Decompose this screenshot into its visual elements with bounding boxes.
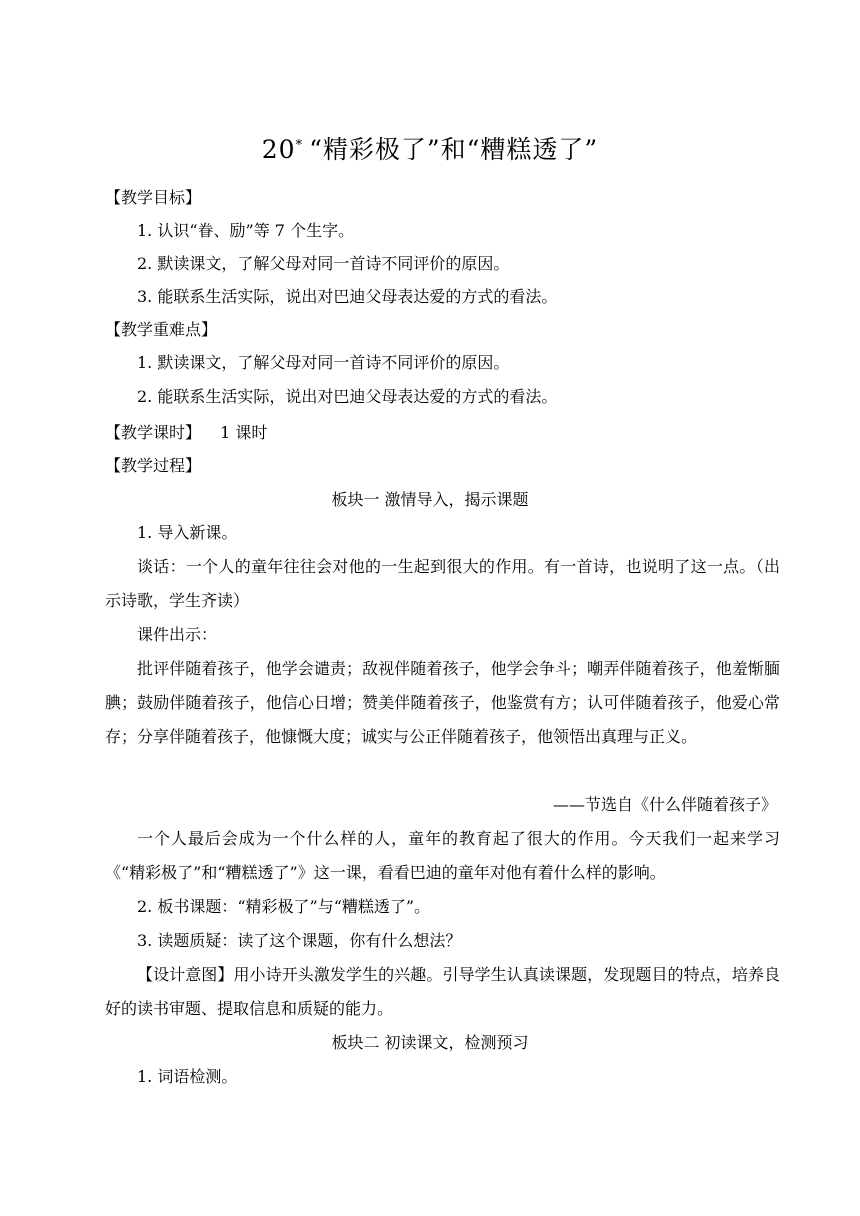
lesson-number: 20	[261, 135, 296, 164]
lesson-title-text: “精彩极了”和“糟糕透了”	[309, 135, 599, 164]
process-header: 【教学过程】	[105, 456, 202, 475]
courseware-label: 课件出示：	[137, 625, 218, 644]
block1-title: 板块一 激情导入，揭示课题	[331, 490, 529, 509]
step-3: 3. 读题质疑：读了这个课题，你有什么想法？	[137, 931, 462, 950]
block2-title: 板块二 初读课文，检测预习	[331, 1033, 529, 1052]
goals-header: 【教学目标】	[105, 188, 202, 207]
lesson-title	[0, 130, 860, 166]
talk-paragraph: 谈话：一个人的童年往往会对他的一生起到很大的作用。有一首诗，也说明了这一点。（出示诗歌，学生齐读）	[105, 557, 780, 610]
design-intent-paragraph: 【设计意图】用小诗开头激发学生的兴趣。引导学生认真读课题，发现题目的特点，培养良好的读书审题、提取信息和质疑的能力。	[105, 965, 780, 1018]
word-test: 1. 词语检测。	[137, 1067, 238, 1086]
hours-row	[105, 416, 780, 450]
intro-paragraph: 一个人最后会成为一个什么样的人，童年的教育起了很大的作用。今天我们一起来学习《“精彩极了”和“糟糕透了”》这一课，看看巴迪的童年对他有着什么样的影响。	[105, 829, 780, 882]
goal-item: 3. 能联系生活实际，说出对巴迪父母表达爱的方式的看法。	[137, 287, 558, 306]
optional-mark: *	[295, 137, 304, 153]
goal-item: 1. 认识“眷、励”等 7 个生字。	[137, 221, 355, 240]
hours-value: 1 课时	[220, 423, 268, 442]
step-2: 2. 板书课题：“精彩极了”与“糟糕透了”。	[137, 897, 431, 916]
difficulty-header: 【教学重难点】	[105, 320, 218, 339]
poem-paragraph: 批评伴随着孩子，他学会谴责；敌视伴随着孩子，他学会争斗；嘲弄伴随着孩子，他羞惭腼腆；鼓励伴随着孩子，他信心日增；赞美伴随着孩子，他鉴赏有方；认可伴随着孩子，他爱心常存；分享伴随着孩子，他慷慨大度；诚实与公正伴随着孩子，他领悟出真理与正义。	[105, 659, 780, 746]
step-1: 1. 导入新课。	[137, 523, 238, 542]
difficulty-item: 1. 默读课文，了解父母对同一首诗不同评价的原因。	[137, 353, 510, 372]
goal-item: 2. 默读课文，了解父母对同一首诗不同评价的原因。	[137, 254, 510, 273]
poem-source: ——节选自《什么伴随着孩子》	[552, 795, 777, 814]
hours-header: 【教学课时】	[105, 423, 202, 442]
difficulty-item: 2. 能联系生活实际，说出对巴迪父母表达爱的方式的看法。	[137, 387, 558, 406]
